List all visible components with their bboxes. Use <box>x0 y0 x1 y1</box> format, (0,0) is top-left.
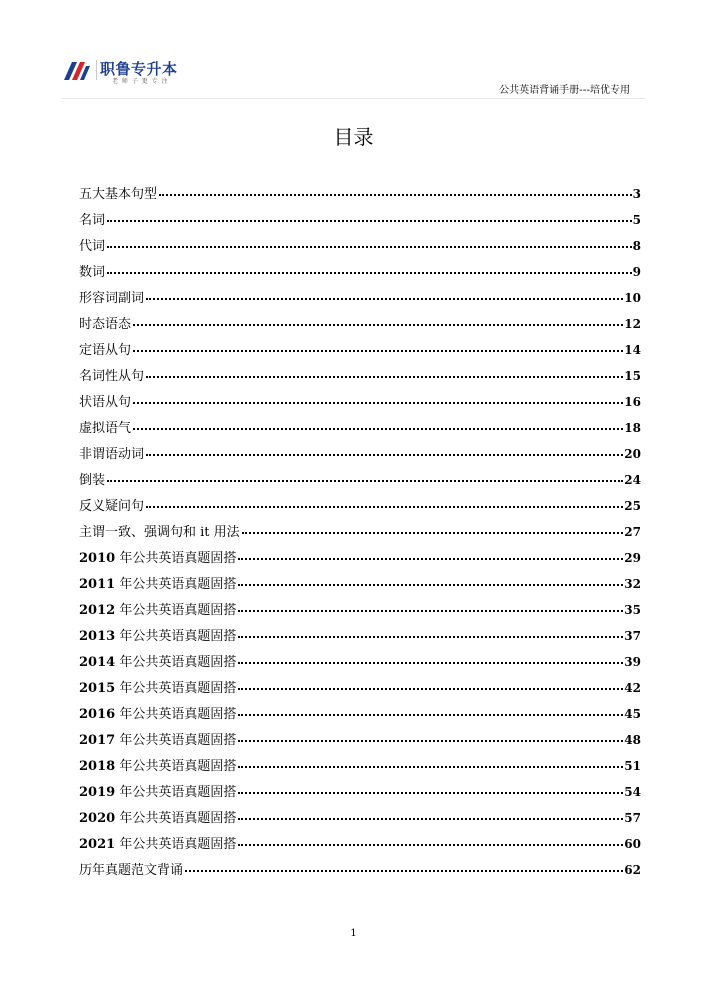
toc-entry-year: 2011 <box>79 577 116 592</box>
toc-entry-text: 年公共英语真题固搭 <box>115 811 237 826</box>
toc-entry-label <box>79 338 132 364</box>
toc-entry-label <box>79 676 237 702</box>
toc-entry-page: 42 <box>624 681 641 695</box>
toc-leader-dots <box>238 740 623 742</box>
toc-entry-text: 年公共英语真题固搭 <box>115 837 237 852</box>
toc-entry-text: 年公共英语真题固搭 <box>115 681 237 696</box>
toc-entry-text: 倒装 <box>79 473 106 488</box>
toc-entry-page: 18 <box>624 421 641 435</box>
toc-entry-text: 状语从句 <box>79 395 132 410</box>
toc-entry-label <box>79 546 237 572</box>
toc-entry-year: 2015 <box>79 681 116 696</box>
toc-entry-label <box>79 468 106 494</box>
toc-entry-page: 3 <box>632 187 641 201</box>
toc-entry-text: 数词 <box>79 265 106 280</box>
toc-entry[interactable] <box>79 857 641 883</box>
toc-entry[interactable] <box>79 493 641 519</box>
toc-entry-page: 62 <box>624 863 641 877</box>
toc-entry-text: 非谓语动词 <box>79 447 145 462</box>
toc-entry-page: 16 <box>624 395 641 409</box>
toc-entry-page: 9 <box>632 265 641 279</box>
toc-leader-dots <box>238 610 623 612</box>
toc-entry-text: 时态语态 <box>79 317 132 332</box>
toc-leader-dots <box>185 870 623 872</box>
toc-entry-page: 29 <box>624 551 641 565</box>
toc-leader-dots <box>146 454 623 456</box>
toc-leader-dots <box>238 792 623 794</box>
toc-entry-text: 代词 <box>79 239 106 254</box>
toc-entry-label <box>79 650 237 676</box>
toc-entry-page: 10 <box>624 291 641 305</box>
toc-entry[interactable] <box>79 779 641 805</box>
toc-entry-label <box>79 416 132 442</box>
toc-entry-page: 24 <box>624 473 641 487</box>
toc-entry-label <box>79 624 237 650</box>
toc-entry[interactable] <box>79 727 641 753</box>
toc-entry-page: 14 <box>624 343 641 357</box>
toc-entry-label <box>79 728 237 754</box>
toc-entry-page: 27 <box>624 525 641 539</box>
brand-slogan: 老 师 子 更 专 注 <box>112 78 169 85</box>
toc-entry[interactable] <box>79 207 641 233</box>
toc-entry-label <box>79 754 237 780</box>
toc-entry-page: 48 <box>624 733 641 747</box>
toc-entry-label <box>79 806 237 832</box>
toc-entry-text: 名词 <box>79 213 106 228</box>
toc-leader-dots <box>238 636 623 638</box>
toc-leader-dots <box>238 662 623 664</box>
toc-entry[interactable] <box>79 285 641 311</box>
logo-divider <box>96 60 97 80</box>
toc-entry-label <box>79 832 237 858</box>
toc-entry[interactable] <box>79 831 641 857</box>
toc-entry-label <box>79 260 106 286</box>
toc-leader-dots <box>242 532 624 534</box>
toc-leader-dots <box>107 246 632 248</box>
toc-entry-label <box>79 208 106 234</box>
document-header-title: 公共英语背诵手册---培优专用 <box>499 85 630 96</box>
toc-entry-label <box>79 442 145 468</box>
toc-leader-dots <box>133 428 623 430</box>
toc-entry[interactable] <box>79 415 641 441</box>
toc-entry-page: 60 <box>624 837 641 851</box>
toc-entry[interactable] <box>79 389 641 415</box>
toc-entry-page: 5 <box>632 213 641 227</box>
toc-entry-text: 历年真题范文背诵 <box>79 863 184 878</box>
toc-entry-label <box>79 598 237 624</box>
toc-entry-label <box>79 286 145 312</box>
toc-entry-page: 45 <box>624 707 641 721</box>
toc-entry[interactable] <box>79 233 641 259</box>
toc-entry[interactable] <box>79 753 641 779</box>
toc-leader-dots <box>107 220 632 222</box>
toc-leader-dots <box>107 480 623 482</box>
toc-leader-dots <box>146 298 623 300</box>
toc-entry-page: 51 <box>624 759 641 773</box>
toc-entry-text: 年公共英语真题固搭 <box>115 629 237 644</box>
toc-entry-label <box>79 494 145 520</box>
page-title: 目录 <box>333 125 374 149</box>
toc-entry-page: 35 <box>624 603 641 617</box>
toc-leader-dots <box>238 558 623 560</box>
toc-entry[interactable] <box>79 623 641 649</box>
toc-entry-page: 54 <box>624 785 641 799</box>
toc-leader-dots <box>238 714 623 716</box>
toc-entry-text: 名词性从句 <box>79 369 145 384</box>
toc-entry[interactable] <box>79 519 641 545</box>
toc-leader-dots <box>159 194 632 196</box>
toc-entry-text: 年公共英语真题固搭 <box>115 785 237 800</box>
toc-entry[interactable] <box>79 675 641 701</box>
toc-entry-page: 15 <box>624 369 641 383</box>
brand-mark-icon <box>62 58 92 84</box>
toc-entry[interactable] <box>79 467 641 493</box>
toc-entry-text: 年公共英语真题固搭 <box>115 759 237 774</box>
toc-leader-dots <box>107 272 632 274</box>
toc-entry-page: 32 <box>624 577 641 591</box>
toc-entry-page: 39 <box>624 655 641 669</box>
toc-leader-dots <box>133 402 623 404</box>
toc-leader-dots <box>238 766 623 768</box>
toc-entry-label <box>79 858 184 884</box>
toc-entry-year: 2014 <box>79 655 116 670</box>
toc-leader-dots <box>146 506 623 508</box>
toc-leader-dots <box>133 324 623 326</box>
toc-entry-text: 年公共英语真题固搭 <box>115 551 237 566</box>
toc-entry-text: 五大基本句型 <box>79 187 158 202</box>
toc-entry-page: 37 <box>624 629 641 643</box>
toc-entry-year: 2021 <box>79 837 116 852</box>
toc-entry-label <box>79 702 237 728</box>
toc-entry[interactable] <box>79 649 641 675</box>
page-number: 1 <box>350 928 357 939</box>
toc-entry[interactable] <box>79 441 641 467</box>
toc-entry[interactable] <box>79 181 641 207</box>
toc-entry-text: 年公共英语真题固搭 <box>115 733 237 748</box>
table-of-contents <box>79 181 641 883</box>
toc-entry-text: 年公共英语真题固搭 <box>115 577 237 592</box>
toc-entry-year: 2019 <box>79 785 116 800</box>
toc-entry-year: 2010 <box>79 551 116 566</box>
toc-entry-year: 2018 <box>79 759 116 774</box>
toc-leader-dots <box>238 844 623 846</box>
toc-entry-label <box>79 234 106 260</box>
toc-leader-dots <box>133 350 623 352</box>
toc-entry-year: 2013 <box>79 629 116 644</box>
toc-entry-label <box>79 364 145 390</box>
toc-entry-page: 8 <box>632 239 641 253</box>
toc-entry[interactable] <box>79 363 641 389</box>
toc-entry-year: 2012 <box>79 603 116 618</box>
brand-name: 职鲁专升本 <box>100 60 178 78</box>
toc-entry-page: 12 <box>624 317 641 331</box>
toc-entry-page: 20 <box>624 447 641 461</box>
toc-entry[interactable] <box>79 597 641 623</box>
toc-leader-dots <box>146 376 623 378</box>
toc-entry-label <box>79 572 237 598</box>
toc-leader-dots <box>238 818 623 820</box>
toc-entry-year: 2017 <box>79 733 116 748</box>
toc-entry[interactable] <box>79 259 641 285</box>
toc-entry[interactable] <box>79 571 641 597</box>
toc-entry-label <box>79 390 132 416</box>
toc-entry-label <box>79 780 237 806</box>
toc-entry-text: 虚拟语气 <box>79 421 132 436</box>
toc-entry[interactable] <box>79 701 641 727</box>
toc-entry-label <box>79 520 241 546</box>
toc-entry-text: 反义疑问句 <box>79 499 145 514</box>
toc-entry[interactable] <box>79 311 641 337</box>
toc-leader-dots <box>238 584 623 586</box>
toc-entry-text: 年公共英语真题固搭 <box>115 603 237 618</box>
toc-leader-dots <box>238 688 623 690</box>
toc-entry-text: 主谓一致、强调句和 it 用法 <box>79 525 240 540</box>
toc-entry-text: 年公共英语真题固搭 <box>115 707 237 722</box>
toc-entry-text: 形容词副词 <box>79 291 145 306</box>
toc-entry-year: 2020 <box>79 811 116 826</box>
toc-entry-page: 25 <box>624 499 641 513</box>
toc-entry[interactable] <box>79 805 641 831</box>
toc-entry[interactable] <box>79 545 641 571</box>
header-divider <box>62 98 645 99</box>
toc-entry-year: 2016 <box>79 707 116 722</box>
toc-entry-text: 年公共英语真题固搭 <box>115 655 237 670</box>
toc-entry-text: 定语从句 <box>79 343 132 358</box>
toc-entry-label <box>79 182 158 208</box>
toc-entry-label <box>79 312 132 338</box>
toc-entry-page: 57 <box>624 811 641 825</box>
toc-entry[interactable] <box>79 337 641 363</box>
